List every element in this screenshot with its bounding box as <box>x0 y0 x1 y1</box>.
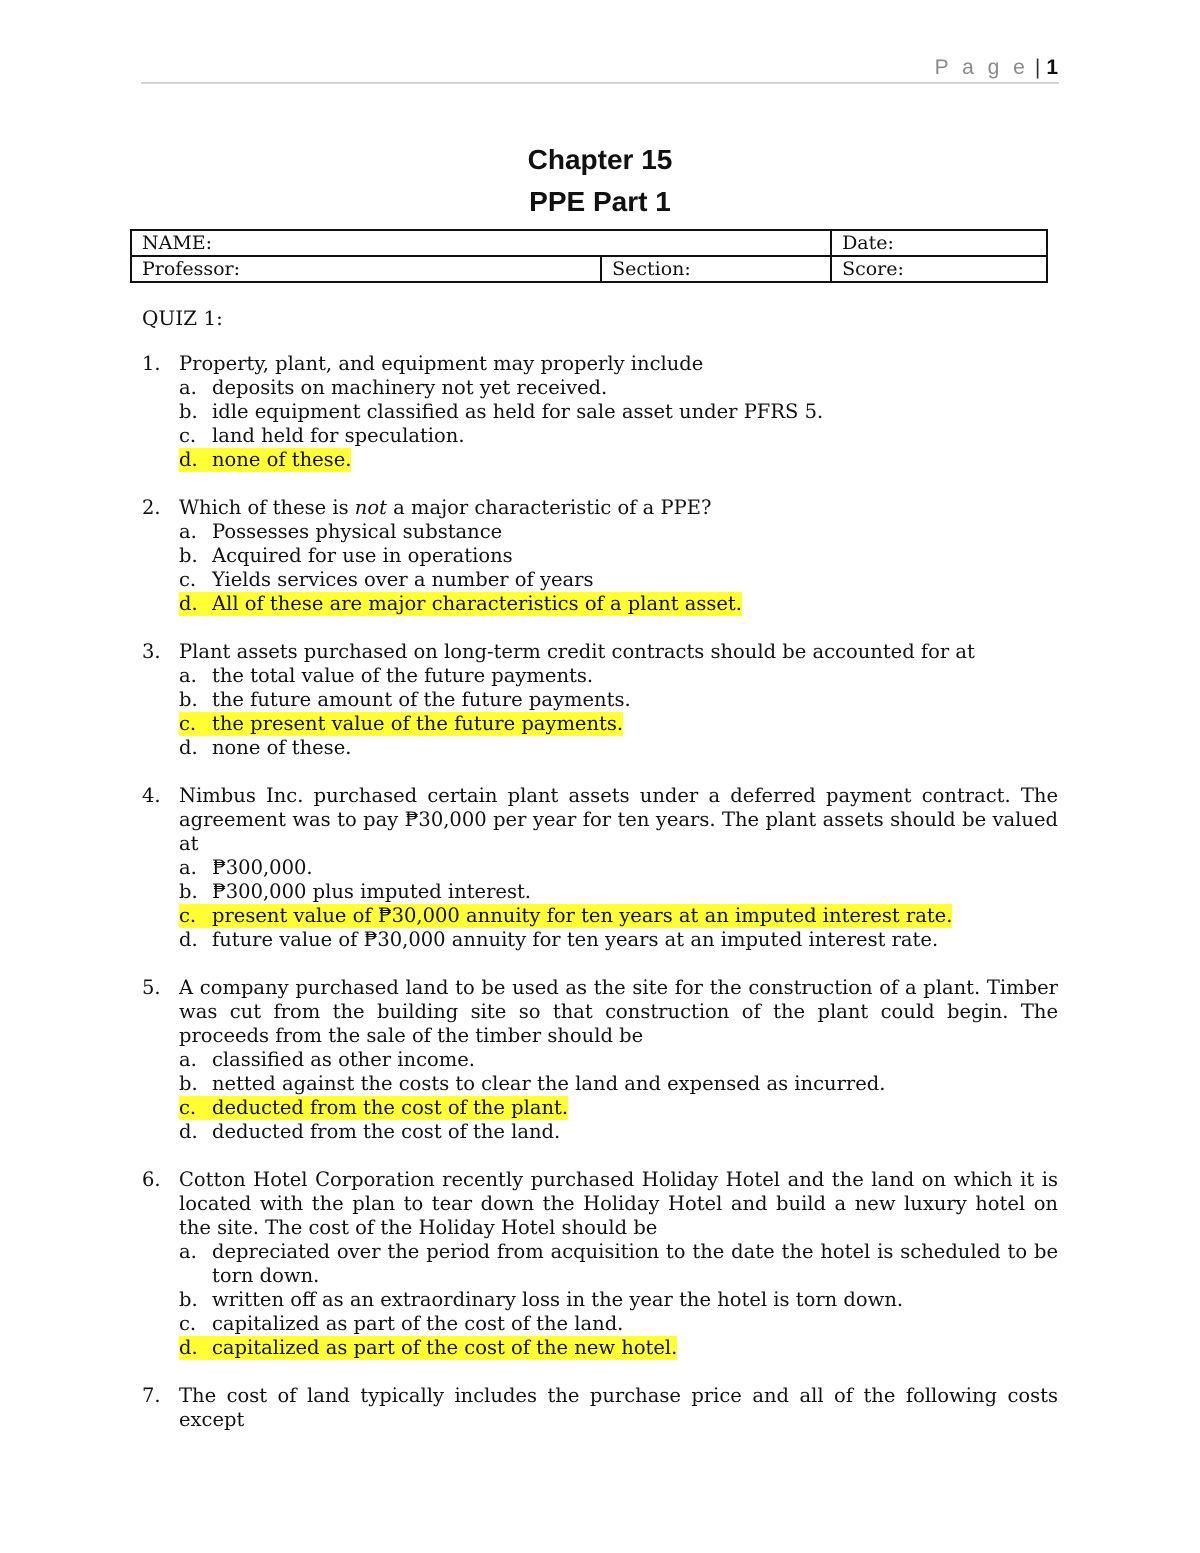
option-letter: c. <box>179 424 197 447</box>
question-stem: Plant assets purchased on long-term credit contracts should be accounted for at <box>179 640 975 663</box>
option-d <box>179 928 1058 952</box>
question-stem: Property, plant, and equipment may properly include <box>179 352 704 375</box>
quiz-label: QUIZ 1: <box>142 306 223 330</box>
question-number: 5. <box>142 976 161 999</box>
option-a <box>179 856 1058 880</box>
question-3 <box>142 640 1058 760</box>
option-letter: b. <box>179 688 198 711</box>
option-text: capitalized as part of the cost of the land. <box>212 1312 624 1335</box>
option-c <box>179 1312 1058 1336</box>
option-a <box>179 1048 1058 1072</box>
option-letter: b. <box>179 400 198 423</box>
question-7 <box>142 1384 1058 1432</box>
option-d <box>179 1120 1058 1144</box>
stem-emphasis: not <box>354 496 387 519</box>
question-stem: A company purchased land to be used as the site for the construction of a plant. Timber was cut from the building site so that construction of the plant could begin. The proceeds from the sale of the timber should be <box>179 976 1058 1047</box>
option-letter: d. <box>179 1120 198 1143</box>
option-b <box>179 1288 1058 1312</box>
option-text: land held for speculation. <box>212 424 465 447</box>
option-a <box>179 664 1058 688</box>
option-text: classified as other income. <box>212 1048 475 1071</box>
option-text: future value of ₱30,000 annuity for ten years at an imputed interest rate. <box>212 928 939 951</box>
option-c <box>179 568 1058 592</box>
header-rule <box>141 82 1059 84</box>
option-letter: d. <box>179 448 198 471</box>
option-letter: d. <box>179 1336 198 1359</box>
option-text: written off as an extraordinary loss in the year the hotel is torn down. <box>212 1288 904 1311</box>
option-text: Acquired for use in operations <box>212 544 513 567</box>
option-text: present value of ₱30,000 annuity for ten years at an imputed interest rate. <box>212 904 953 927</box>
option-letter: b. <box>179 1288 198 1311</box>
question-number: 6. <box>142 1168 161 1191</box>
option-text: idle equipment classified as held for sale asset under PFRS 5. <box>212 400 824 423</box>
question-5 <box>142 976 1058 1144</box>
option-d <box>179 736 1058 760</box>
page-number <box>935 56 1058 80</box>
option-letter: b. <box>179 544 198 567</box>
option-text: the total value of the future payments. <box>212 664 594 687</box>
stem-text: a major characteristic of a PPE? <box>386 496 712 519</box>
option-letter: a. <box>179 856 197 879</box>
option-letter: a. <box>179 376 197 399</box>
option-a <box>179 1240 1058 1288</box>
option-letter: c. <box>179 904 197 927</box>
option-text: deposits on machinery not yet received. <box>212 376 608 399</box>
question-number: 3. <box>142 640 161 663</box>
question-number: 4. <box>142 784 161 807</box>
option-letter: b. <box>179 1072 198 1095</box>
option-b <box>179 688 1058 712</box>
chapter-subtitle: PPE Part 1 <box>529 186 671 217</box>
option-b <box>179 1072 1058 1096</box>
option-letter: c. <box>179 568 197 591</box>
question-stem: Cotton Hotel Corporation recently purchased Holiday Hotel and the land on which it is located with the plan to tear down the Holiday Hotel and build a new luxury hotel on the site. The cost of the Holiday Hotel should be <box>179 1168 1058 1239</box>
chapter-title: Chapter 15 <box>527 144 673 175</box>
option-text: capitalized as part of the cost of the new hotel. <box>212 1336 678 1359</box>
option-text: deducted from the cost of the plant. <box>212 1096 569 1119</box>
option-text: none of these. <box>212 448 352 471</box>
question-4 <box>142 784 1058 952</box>
option-letter: d. <box>179 736 198 759</box>
option-c <box>179 424 1058 448</box>
section-cell: Section: <box>601 256 831 282</box>
question-number: 1. <box>142 352 161 375</box>
option-text: ₱300,000 plus imputed interest. <box>212 880 531 903</box>
date-cell: Date: <box>831 230 1047 256</box>
question-list <box>142 352 1058 1456</box>
option-text: the present value of the future payments. <box>212 712 624 735</box>
option-letter: a. <box>179 1048 197 1071</box>
option-text: Possesses physical substance <box>212 520 503 543</box>
option-a <box>179 520 1058 544</box>
option-d-answer <box>179 592 742 616</box>
option-c-answer <box>179 904 952 928</box>
page-number-value: 1 <box>1046 56 1058 79</box>
option-text: netted against the costs to clear the land and expensed as incurred. <box>212 1072 886 1095</box>
option-b <box>179 880 1058 904</box>
question-2 <box>142 496 1058 616</box>
score-cell: Score: <box>831 256 1047 282</box>
option-letter: d. <box>179 592 198 615</box>
student-info-table <box>130 229 1048 283</box>
option-d-answer <box>179 1336 677 1360</box>
option-b <box>179 544 1058 568</box>
option-text: depreciated over the period from acquisition to the date the hotel is scheduled to be torn down. <box>212 1240 1058 1287</box>
option-text: ₱300,000. <box>212 856 313 879</box>
option-b <box>179 400 1058 424</box>
option-text: deducted from the cost of the land. <box>212 1120 561 1143</box>
professor-cell: Professor: <box>131 256 601 282</box>
option-letter: c. <box>179 1096 197 1119</box>
option-c-answer <box>179 712 623 736</box>
option-text: All of these are major characteristics of a plant asset. <box>212 592 742 615</box>
page-label: P a g e <box>934 56 1029 79</box>
question-1 <box>142 352 1058 472</box>
option-letter: d. <box>179 928 198 951</box>
option-letter: a. <box>179 520 197 543</box>
stem-text: Which of these is <box>179 496 355 519</box>
question-stem <box>179 496 1058 520</box>
page-separator: | <box>1034 56 1041 79</box>
option-text: Yields services over a number of years <box>212 568 594 591</box>
option-text: the future amount of the future payments. <box>212 688 631 711</box>
option-letter: a. <box>179 1240 197 1263</box>
option-c-answer <box>179 1096 568 1120</box>
option-letter: b. <box>179 880 198 903</box>
name-cell: NAME: <box>131 230 831 256</box>
option-a <box>179 376 1058 400</box>
question-stem: Nimbus Inc. purchased certain plant assets under a deferred payment contract. The agreement was to pay ₱30,000 per year for ten years. The plant assets should be valued at <box>179 784 1058 855</box>
question-number: 7. <box>142 1384 161 1407</box>
option-d-answer <box>179 448 351 472</box>
option-letter: c. <box>179 1312 197 1335</box>
option-letter: a. <box>179 664 197 687</box>
option-letter: c. <box>179 712 197 735</box>
question-number: 2. <box>142 496 161 519</box>
option-text: none of these. <box>212 736 352 759</box>
question-stem: The cost of land typically includes the purchase price and all of the following costs except <box>179 1384 1058 1431</box>
question-6 <box>142 1168 1058 1360</box>
